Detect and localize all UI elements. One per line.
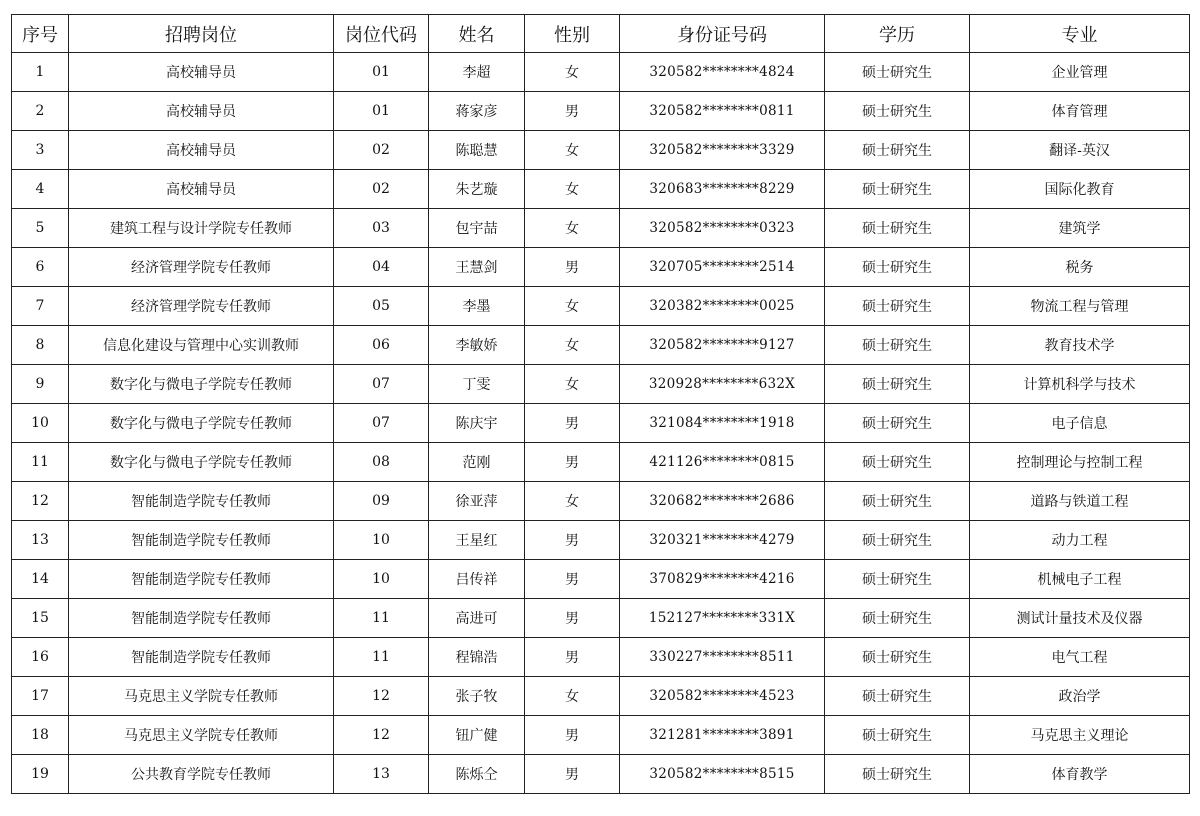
header-position: 招聘岗位: [69, 15, 334, 53]
cell-id-number: 152127********331X: [620, 599, 825, 638]
cell-serial-number: 5: [12, 209, 69, 248]
cell-name: 徐亚萍: [429, 482, 525, 521]
cell-position: 信息化建设与管理中心实训教师: [69, 326, 334, 365]
cell-name: 高进可: [429, 599, 525, 638]
cell-id-number: 320582********4523: [620, 677, 825, 716]
cell-position-code: 01: [334, 53, 429, 92]
cell-serial-number: 8: [12, 326, 69, 365]
cell-id-number: 320928********632X: [620, 365, 825, 404]
cell-major: 国际化教育: [970, 170, 1190, 209]
cell-name: 李超: [429, 53, 525, 92]
cell-id-number: 330227********8511: [620, 638, 825, 677]
cell-education: 硕士研究生: [825, 404, 970, 443]
cell-id-number: 320382********0025: [620, 287, 825, 326]
cell-position: 经济管理学院专任教师: [69, 248, 334, 287]
cell-id-number: 320683********8229: [620, 170, 825, 209]
cell-gender: 女: [525, 170, 620, 209]
cell-position-code: 01: [334, 92, 429, 131]
cell-education: 硕士研究生: [825, 443, 970, 482]
cell-education: 硕士研究生: [825, 131, 970, 170]
cell-id-number: 320705********2514: [620, 248, 825, 287]
table-row: [12, 170, 1190, 209]
cell-major: 税务: [970, 248, 1190, 287]
cell-major: 建筑学: [970, 209, 1190, 248]
table-row: [12, 248, 1190, 287]
header-serial-number: 序号: [12, 15, 69, 53]
header-education: 学历: [825, 15, 970, 53]
cell-serial-number: 17: [12, 677, 69, 716]
cell-position: 马克思主义学院专任教师: [69, 677, 334, 716]
table-row: [12, 287, 1190, 326]
cell-education: 硕士研究生: [825, 170, 970, 209]
cell-education: 硕士研究生: [825, 209, 970, 248]
cell-education: 硕士研究生: [825, 482, 970, 521]
cell-position-code: 08: [334, 443, 429, 482]
cell-major: 教育技术学: [970, 326, 1190, 365]
cell-gender: 男: [525, 755, 620, 794]
cell-major: 测试计量技术及仪器: [970, 599, 1190, 638]
cell-major: 动力工程: [970, 521, 1190, 560]
cell-major: 体育教学: [970, 755, 1190, 794]
cell-position: 数字化与微电子学院专任教师: [69, 365, 334, 404]
cell-id-number: 320582********8515: [620, 755, 825, 794]
cell-id-number: 320582********3329: [620, 131, 825, 170]
cell-gender: 男: [525, 560, 620, 599]
table-body: [12, 53, 1190, 794]
cell-gender: 男: [525, 638, 620, 677]
cell-position-code: 06: [334, 326, 429, 365]
cell-id-number: 320582********0323: [620, 209, 825, 248]
cell-education: 硕士研究生: [825, 326, 970, 365]
cell-serial-number: 7: [12, 287, 69, 326]
cell-serial-number: 13: [12, 521, 69, 560]
cell-position: 高校辅导员: [69, 131, 334, 170]
cell-serial-number: 2: [12, 92, 69, 131]
cell-position: 建筑工程与设计学院专任教师: [69, 209, 334, 248]
cell-serial-number: 16: [12, 638, 69, 677]
cell-position: 高校辅导员: [69, 170, 334, 209]
cell-id-number: 421126********0815: [620, 443, 825, 482]
cell-gender: 男: [525, 716, 620, 755]
cell-position-code: 02: [334, 170, 429, 209]
table-row: [12, 560, 1190, 599]
cell-name: 吕传祥: [429, 560, 525, 599]
cell-name: 范刚: [429, 443, 525, 482]
cell-position-code: 07: [334, 365, 429, 404]
cell-name: 李敏娇: [429, 326, 525, 365]
cell-major: 控制理论与控制工程: [970, 443, 1190, 482]
table-row: [12, 755, 1190, 794]
cell-gender: 女: [525, 326, 620, 365]
cell-serial-number: 18: [12, 716, 69, 755]
cell-position: 数字化与微电子学院专任教师: [69, 443, 334, 482]
table-row: [12, 716, 1190, 755]
cell-id-number: 320582********4824: [620, 53, 825, 92]
cell-education: 硕士研究生: [825, 365, 970, 404]
cell-serial-number: 14: [12, 560, 69, 599]
header-id-number: 身份证号码: [620, 15, 825, 53]
cell-education: 硕士研究生: [825, 716, 970, 755]
cell-name: 李墨: [429, 287, 525, 326]
cell-position-code: 09: [334, 482, 429, 521]
table-row: [12, 599, 1190, 638]
table-row: [12, 521, 1190, 560]
cell-position-code: 10: [334, 521, 429, 560]
cell-education: 硕士研究生: [825, 287, 970, 326]
cell-position-code: 10: [334, 560, 429, 599]
cell-serial-number: 11: [12, 443, 69, 482]
cell-name: 钮广健: [429, 716, 525, 755]
cell-position: 经济管理学院专任教师: [69, 287, 334, 326]
cell-serial-number: 1: [12, 53, 69, 92]
cell-gender: 女: [525, 53, 620, 92]
table-row: [12, 638, 1190, 677]
cell-education: 硕士研究生: [825, 92, 970, 131]
cell-gender: 男: [525, 248, 620, 287]
cell-serial-number: 3: [12, 131, 69, 170]
cell-education: 硕士研究生: [825, 677, 970, 716]
cell-position: 高校辅导员: [69, 53, 334, 92]
cell-position-code: 03: [334, 209, 429, 248]
cell-serial-number: 12: [12, 482, 69, 521]
header-major: 专业: [970, 15, 1190, 53]
cell-position: 高校辅导员: [69, 92, 334, 131]
cell-serial-number: 19: [12, 755, 69, 794]
table-row: [12, 677, 1190, 716]
header-row: [12, 15, 1190, 53]
cell-position: 公共教育学院专任教师: [69, 755, 334, 794]
cell-major: 企业管理: [970, 53, 1190, 92]
cell-serial-number: 9: [12, 365, 69, 404]
cell-serial-number: 4: [12, 170, 69, 209]
cell-serial-number: 10: [12, 404, 69, 443]
cell-gender: 男: [525, 521, 620, 560]
cell-id-number: 321281********3891: [620, 716, 825, 755]
table-row: [12, 482, 1190, 521]
cell-position: 智能制造学院专任教师: [69, 521, 334, 560]
cell-education: 硕士研究生: [825, 599, 970, 638]
recruitment-table: [11, 14, 1190, 794]
cell-name: 包宇喆: [429, 209, 525, 248]
cell-major: 物流工程与管理: [970, 287, 1190, 326]
cell-position-code: 13: [334, 755, 429, 794]
cell-id-number: 370829********4216: [620, 560, 825, 599]
cell-education: 硕士研究生: [825, 638, 970, 677]
cell-major: 翻译-英汉: [970, 131, 1190, 170]
header-name: 姓名: [429, 15, 525, 53]
cell-position-code: 12: [334, 677, 429, 716]
cell-gender: 女: [525, 365, 620, 404]
cell-name: 陈庆宇: [429, 404, 525, 443]
cell-education: 硕士研究生: [825, 521, 970, 560]
cell-position: 马克思主义学院专任教师: [69, 716, 334, 755]
cell-serial-number: 15: [12, 599, 69, 638]
cell-id-number: 320582********0811: [620, 92, 825, 131]
cell-education: 硕士研究生: [825, 755, 970, 794]
table-row: [12, 365, 1190, 404]
cell-position-code: 05: [334, 287, 429, 326]
cell-gender: 女: [525, 482, 620, 521]
cell-position-code: 12: [334, 716, 429, 755]
cell-gender: 女: [525, 287, 620, 326]
cell-position: 智能制造学院专任教师: [69, 638, 334, 677]
cell-education: 硕士研究生: [825, 53, 970, 92]
cell-name: 程锦浩: [429, 638, 525, 677]
cell-name: 王慧剑: [429, 248, 525, 287]
cell-name: 陈烁仝: [429, 755, 525, 794]
cell-position-code: 11: [334, 638, 429, 677]
cell-name: 张子牧: [429, 677, 525, 716]
cell-id-number: 320321********4279: [620, 521, 825, 560]
cell-gender: 女: [525, 209, 620, 248]
table-row: [12, 209, 1190, 248]
cell-major: 机械电子工程: [970, 560, 1190, 599]
cell-name: 蒋家彦: [429, 92, 525, 131]
cell-id-number: 320582********9127: [620, 326, 825, 365]
cell-serial-number: 6: [12, 248, 69, 287]
cell-position: 智能制造学院专任教师: [69, 599, 334, 638]
table-row: [12, 53, 1190, 92]
table-row: [12, 131, 1190, 170]
table-row: [12, 443, 1190, 482]
cell-name: 陈聪慧: [429, 131, 525, 170]
cell-gender: 男: [525, 599, 620, 638]
table-header: [12, 15, 1190, 53]
cell-major: 马克思主义理论: [970, 716, 1190, 755]
cell-education: 硕士研究生: [825, 560, 970, 599]
cell-major: 道路与铁道工程: [970, 482, 1190, 521]
header-gender: 性别: [525, 15, 620, 53]
table-row: [12, 404, 1190, 443]
cell-name: 朱艺璇: [429, 170, 525, 209]
cell-id-number: 320682********2686: [620, 482, 825, 521]
cell-position-code: 02: [334, 131, 429, 170]
cell-education: 硕士研究生: [825, 248, 970, 287]
cell-major: 计算机科学与技术: [970, 365, 1190, 404]
cell-gender: 男: [525, 92, 620, 131]
cell-position-code: 11: [334, 599, 429, 638]
cell-position-code: 07: [334, 404, 429, 443]
cell-gender: 男: [525, 404, 620, 443]
table-row: [12, 92, 1190, 131]
cell-gender: 女: [525, 677, 620, 716]
cell-position: 智能制造学院专任教师: [69, 560, 334, 599]
cell-gender: 女: [525, 131, 620, 170]
cell-position: 智能制造学院专任教师: [69, 482, 334, 521]
header-position-code: 岗位代码: [334, 15, 429, 53]
cell-id-number: 321084********1918: [620, 404, 825, 443]
cell-position: 数字化与微电子学院专任教师: [69, 404, 334, 443]
cell-position-code: 04: [334, 248, 429, 287]
cell-gender: 男: [525, 443, 620, 482]
cell-major: 电子信息: [970, 404, 1190, 443]
cell-name: 丁雯: [429, 365, 525, 404]
cell-major: 政治学: [970, 677, 1190, 716]
table-row: [12, 326, 1190, 365]
cell-major: 体育管理: [970, 92, 1190, 131]
cell-major: 电气工程: [970, 638, 1190, 677]
cell-name: 王星红: [429, 521, 525, 560]
